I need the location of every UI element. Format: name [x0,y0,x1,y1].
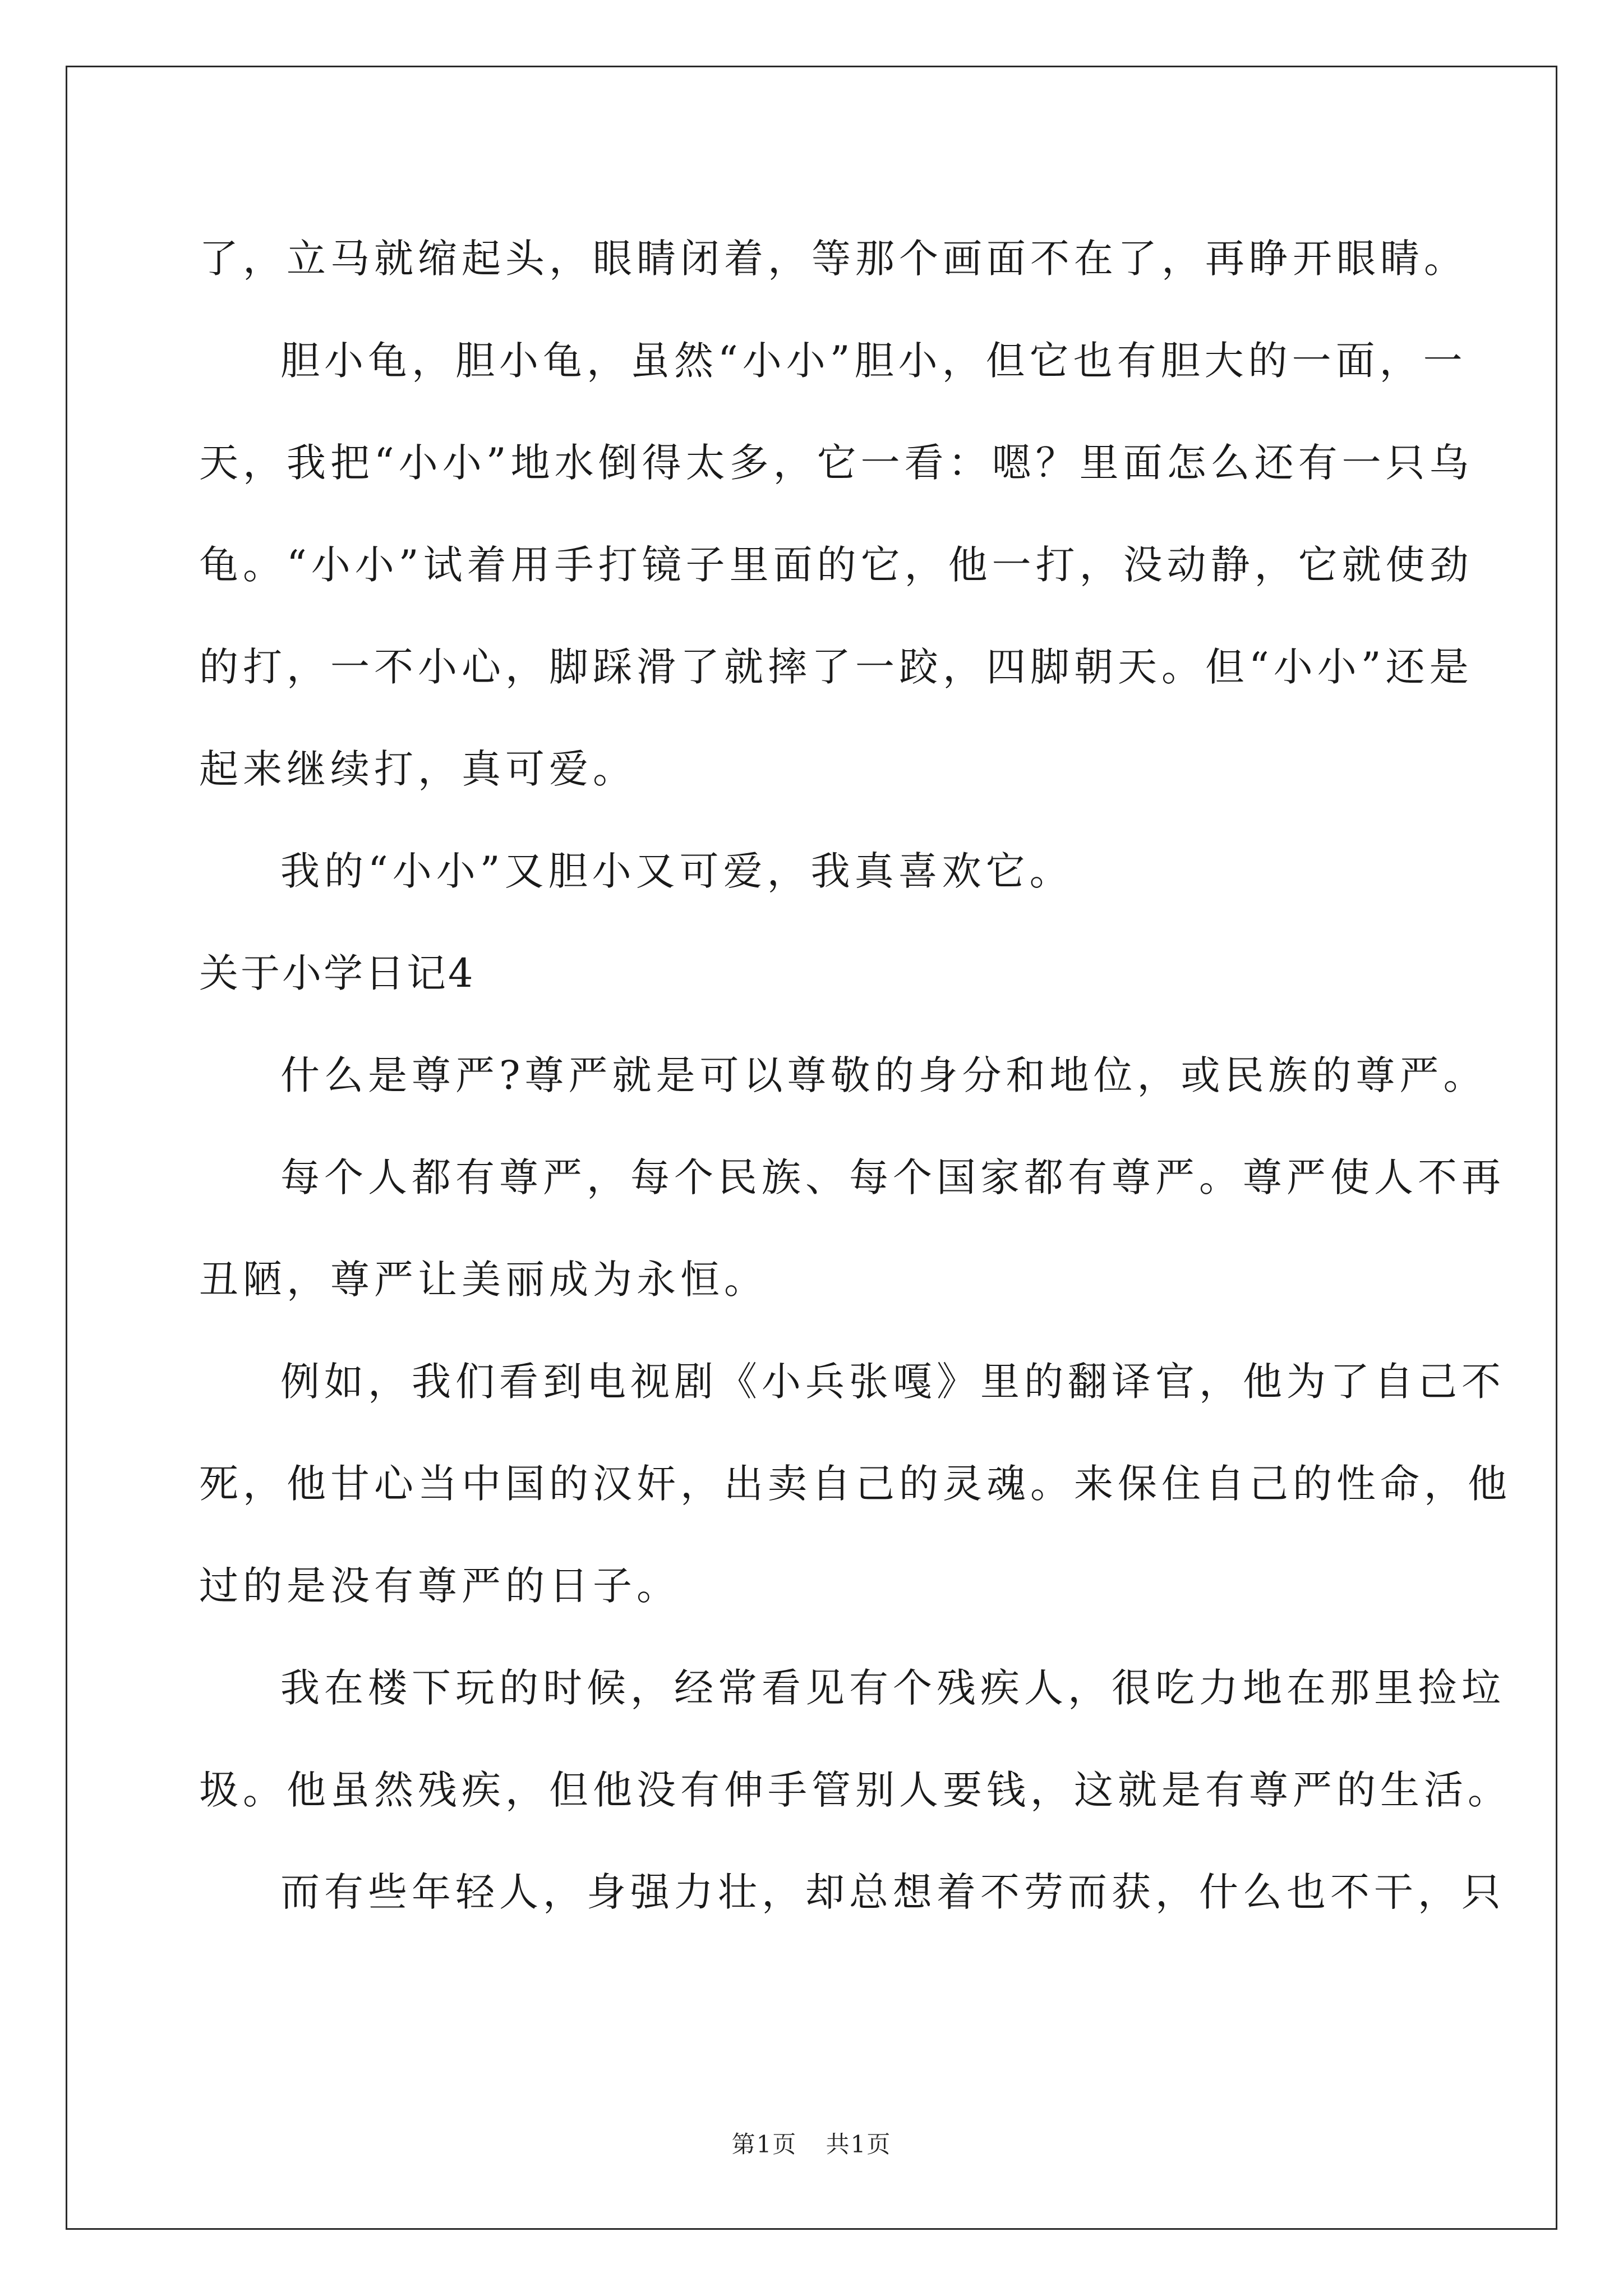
section-heading: 关于小学日记4 [199,950,476,996]
page-number: 第1页 [731,2131,797,2158]
text-line: 我在楼下玩的时候，经常看见有个残疾人，很吃力地在那里捡垃 [280,1665,1505,1711]
text-line: 什么是尊严?尊严就是可以尊敬的身分和地位，或民族的尊严。 [280,1052,1487,1098]
page-footer [0,2129,1623,2160]
text-line: 我的“小小”又胆小又可爱，我真喜欢它。 [280,848,1073,894]
text-line: 例如，我们看到电视剧《小兵张嘎》里的翻译官，他为了自己不 [280,1359,1505,1405]
text-line: 丑陋，尊严让美丽成为永恒。 [199,1257,768,1303]
text-line: 而有些年轻人，身强力壮，却总想着不劳而获，什么也不干，只 [280,1869,1505,1915]
text-line: 了，立马就缩起头，眼睛闭着，等那个画面不在了，再睁开眼睛。 [199,236,1468,282]
page-total: 共1页 [826,2131,892,2158]
text-line: 每个人都有尊严，每个民族、每个国家都有尊严。尊严使人不再 [280,1154,1505,1200]
text-line: 的打，一不小心，脚踩滑了就摔了一跤，四脚朝天。但“小小”还是 [199,644,1473,690]
text-line: 过的是没有尊严的日子。 [199,1563,680,1609]
text-line: 死，他甘心当中国的汉奸，出卖自己的灵魂。来保住自己的性命，他 [199,1461,1511,1507]
text-line: 天，我把“小小”地水倒得太多，它一看：嗯？里面怎么还有一只乌 [199,440,1473,486]
text-line: 起来继续打，真可爱。 [199,746,637,792]
text-line: 圾。他虽然残疾，但他没有伸手管别人要钱，这就是有尊严的生活。 [199,1767,1511,1813]
text-line: 胆小龟，胆小龟，虽然“小小”胆小，但它也有胆大的一面，一 [280,338,1467,384]
text-line: 龟。“小小”试着用手打镜子里面的它，他一打，没动静，它就使劲 [199,542,1473,588]
